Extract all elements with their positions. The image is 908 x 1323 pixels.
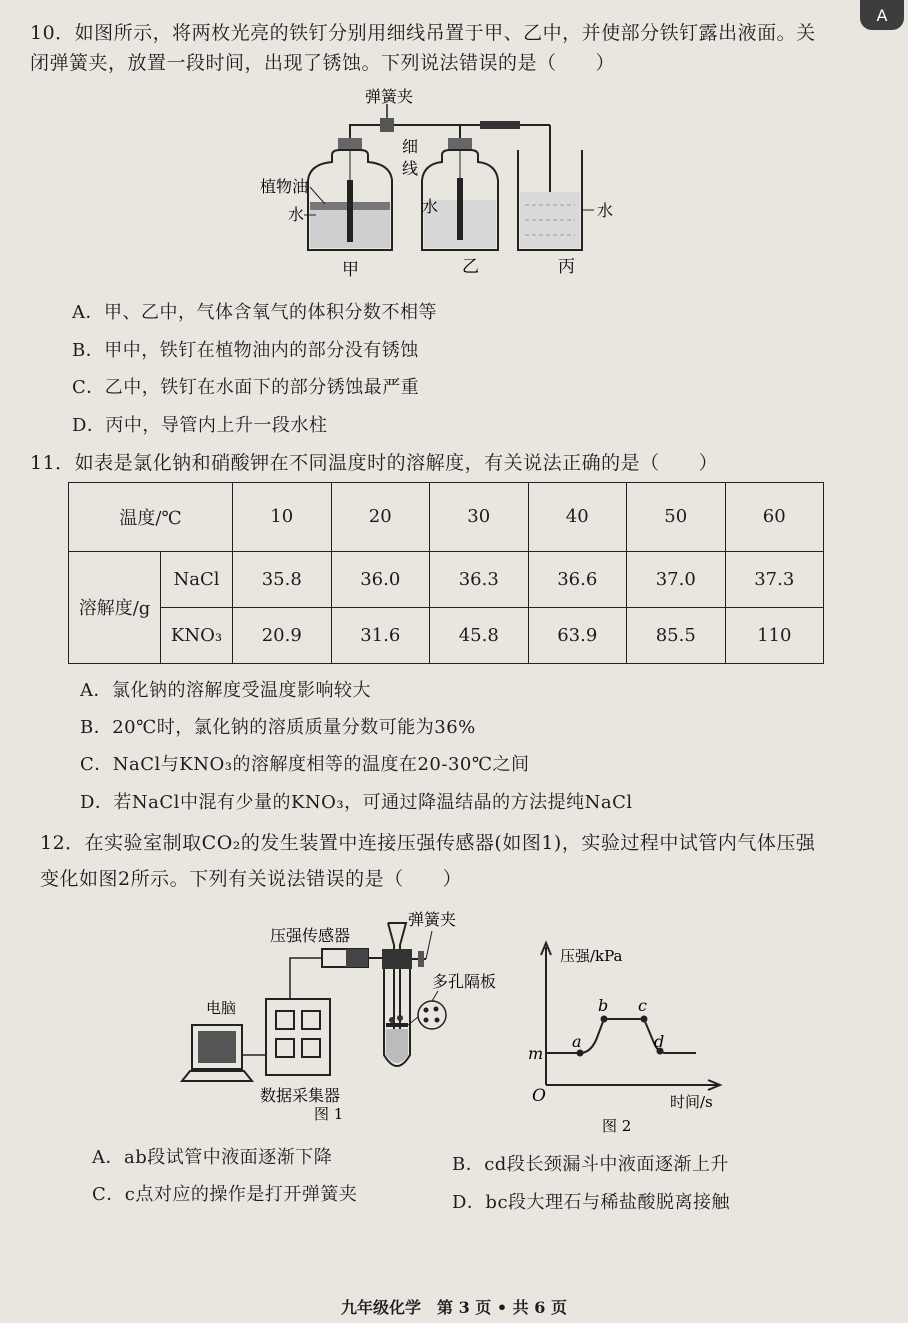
oil-label: 植物油 — [260, 177, 309, 196]
fig1-caption: 图 1 — [314, 1105, 344, 1123]
point-c — [641, 1016, 648, 1023]
nacl-label: NaCl — [161, 551, 233, 607]
string-label-1: 细 — [402, 137, 419, 156]
m-label: m — [528, 1044, 544, 1063]
iron-nail-a — [347, 180, 353, 242]
water-label-c: 水 — [597, 201, 614, 220]
kno3-cell: 20.9 — [233, 607, 332, 663]
fig2-caption: 图 2 — [602, 1117, 632, 1135]
table-row — [69, 551, 824, 607]
temp-cell: 20 — [331, 483, 430, 552]
translate-icon: A — [876, 5, 888, 25]
q12-figure-2 — [520, 935, 730, 1135]
bottle-a — [308, 138, 392, 250]
clamp-label: 弹簧夹 — [365, 87, 414, 106]
clamp-label-2: 弹簧夹 — [408, 910, 457, 929]
collector-label: 数据采集器 — [260, 1086, 341, 1105]
solubility-table — [68, 482, 824, 664]
nacl-cell: 37.3 — [725, 551, 824, 607]
kno3-cell: 45.8 — [430, 607, 529, 663]
q12-stem-line2: 变化如图2所示。下列有关说法错误的是（ ） — [40, 868, 463, 890]
d-label: d — [654, 1032, 665, 1051]
rubber-tube — [480, 121, 520, 129]
table-row — [69, 483, 824, 552]
q10-option-b[interactable]: B．甲中，铁钉在植物油内的部分没有锈蚀 — [72, 340, 419, 361]
y-axis-label: 压强/kPa — [560, 947, 623, 965]
pressure-curve — [546, 1019, 696, 1053]
x-axis-label: 时间/s — [670, 1093, 713, 1111]
spring-clamp-icon — [380, 118, 394, 132]
q11-option-d[interactable]: D．若NaCl中混有少量的KNO₃，可通过降温结晶的方法提纯NaCl — [80, 792, 633, 813]
q11-stem-line1: 11．如表是氯化钠和硝酸钾在不同温度时的溶解度，有关说法正确的是（ ） — [30, 452, 719, 474]
water-label-b: 水 — [422, 197, 439, 216]
kno3-cell: 63.9 — [528, 607, 627, 663]
kno3-cell: 110 — [725, 607, 824, 663]
b-label: b — [598, 996, 609, 1015]
computer-label: 电脑 — [206, 999, 237, 1017]
bottle-b — [422, 138, 498, 250]
plate-label: 多孔隔板 — [432, 972, 497, 991]
kno3-label: KNO₃ — [161, 607, 233, 663]
point-b — [601, 1016, 608, 1023]
q10-option-d[interactable]: D．丙中，导管内上升一段水柱 — [72, 415, 328, 436]
temp-header: 温度/℃ — [69, 483, 233, 552]
q12-figure-1 — [170, 905, 510, 1125]
translate-button[interactable] — [860, 0, 904, 30]
temp-cell: 60 — [725, 483, 824, 552]
iron-nail-b — [457, 178, 463, 240]
q10-option-c[interactable]: C．乙中，铁钉在水面下的部分锈蚀最严重 — [72, 377, 420, 398]
co2-generator-icon — [382, 923, 446, 1066]
q10-figure — [250, 80, 650, 280]
kno3-cell: 85.5 — [627, 607, 726, 663]
kno3-cell: 31.6 — [331, 607, 430, 663]
temp-cell: 40 — [528, 483, 627, 552]
nacl-cell: 36.6 — [528, 551, 627, 607]
sensor-label: 压强传感器 — [270, 926, 351, 945]
table-row — [69, 607, 824, 663]
water-label-a: 水 — [288, 205, 305, 224]
nacl-cell: 37.0 — [627, 551, 726, 607]
page-footer: 九年级化学 第 3 页 • 共 6 页 — [341, 1298, 567, 1317]
q11-option-c[interactable]: C．NaCl与KNO₃的溶解度相等的温度在20-30℃之间 — [80, 754, 530, 775]
nacl-cell: 36.3 — [430, 551, 529, 607]
nacl-cell: 35.8 — [233, 551, 332, 607]
q10-stem-line2: 闭弹簧夹，放置一段时间，出现了锈蚀。下列说法错误的是（ ） — [30, 52, 616, 74]
nacl-cell: 36.0 — [331, 551, 430, 607]
temp-cell: 10 — [233, 483, 332, 552]
temp-cell: 30 — [430, 483, 529, 552]
a-label: a — [572, 1032, 582, 1051]
label-jia: 甲 — [342, 260, 359, 280]
q12-option-c[interactable]: C．c点对应的操作是打开弹簧夹 — [92, 1184, 358, 1205]
q12-option-a[interactable]: A．ab段试管中液面逐渐下降 — [92, 1147, 333, 1168]
c-label: c — [638, 996, 647, 1015]
q11-option-b[interactable]: B．20℃时，氯化钠的溶质质量分数可能为36% — [80, 717, 476, 738]
label-yi: 乙 — [462, 257, 479, 277]
q12-option-d[interactable]: D．bc段大理石与稀盐酸脱离接触 — [452, 1192, 731, 1213]
computer-icon — [182, 1025, 252, 1081]
q12-option-b[interactable]: B．cd段长颈漏斗中液面逐渐上升 — [452, 1154, 729, 1175]
q11-option-a[interactable]: A．氯化钠的溶解度受温度影响较大 — [80, 680, 371, 701]
q12-stem-line1: 12．在实验室制取CO₂的发生装置中连接压强传感器(如图1)，实验过程中试管内气体压强 — [40, 832, 816, 854]
origin-label: O — [532, 1086, 546, 1106]
string-label-2: 线 — [402, 159, 419, 178]
q10-stem-line1: 10．如图所示，将两枚光亮的铁钉分别用细线吊置于甲、乙中，并使部分铁钉露出液面。关 — [30, 22, 816, 44]
temp-cell: 50 — [627, 483, 726, 552]
label-bing: 丙 — [558, 257, 575, 277]
q10-option-a[interactable]: A．甲、乙中，气体含氧气的体积分数不相等 — [72, 302, 437, 323]
solubility-header: 溶解度/g — [69, 551, 161, 663]
